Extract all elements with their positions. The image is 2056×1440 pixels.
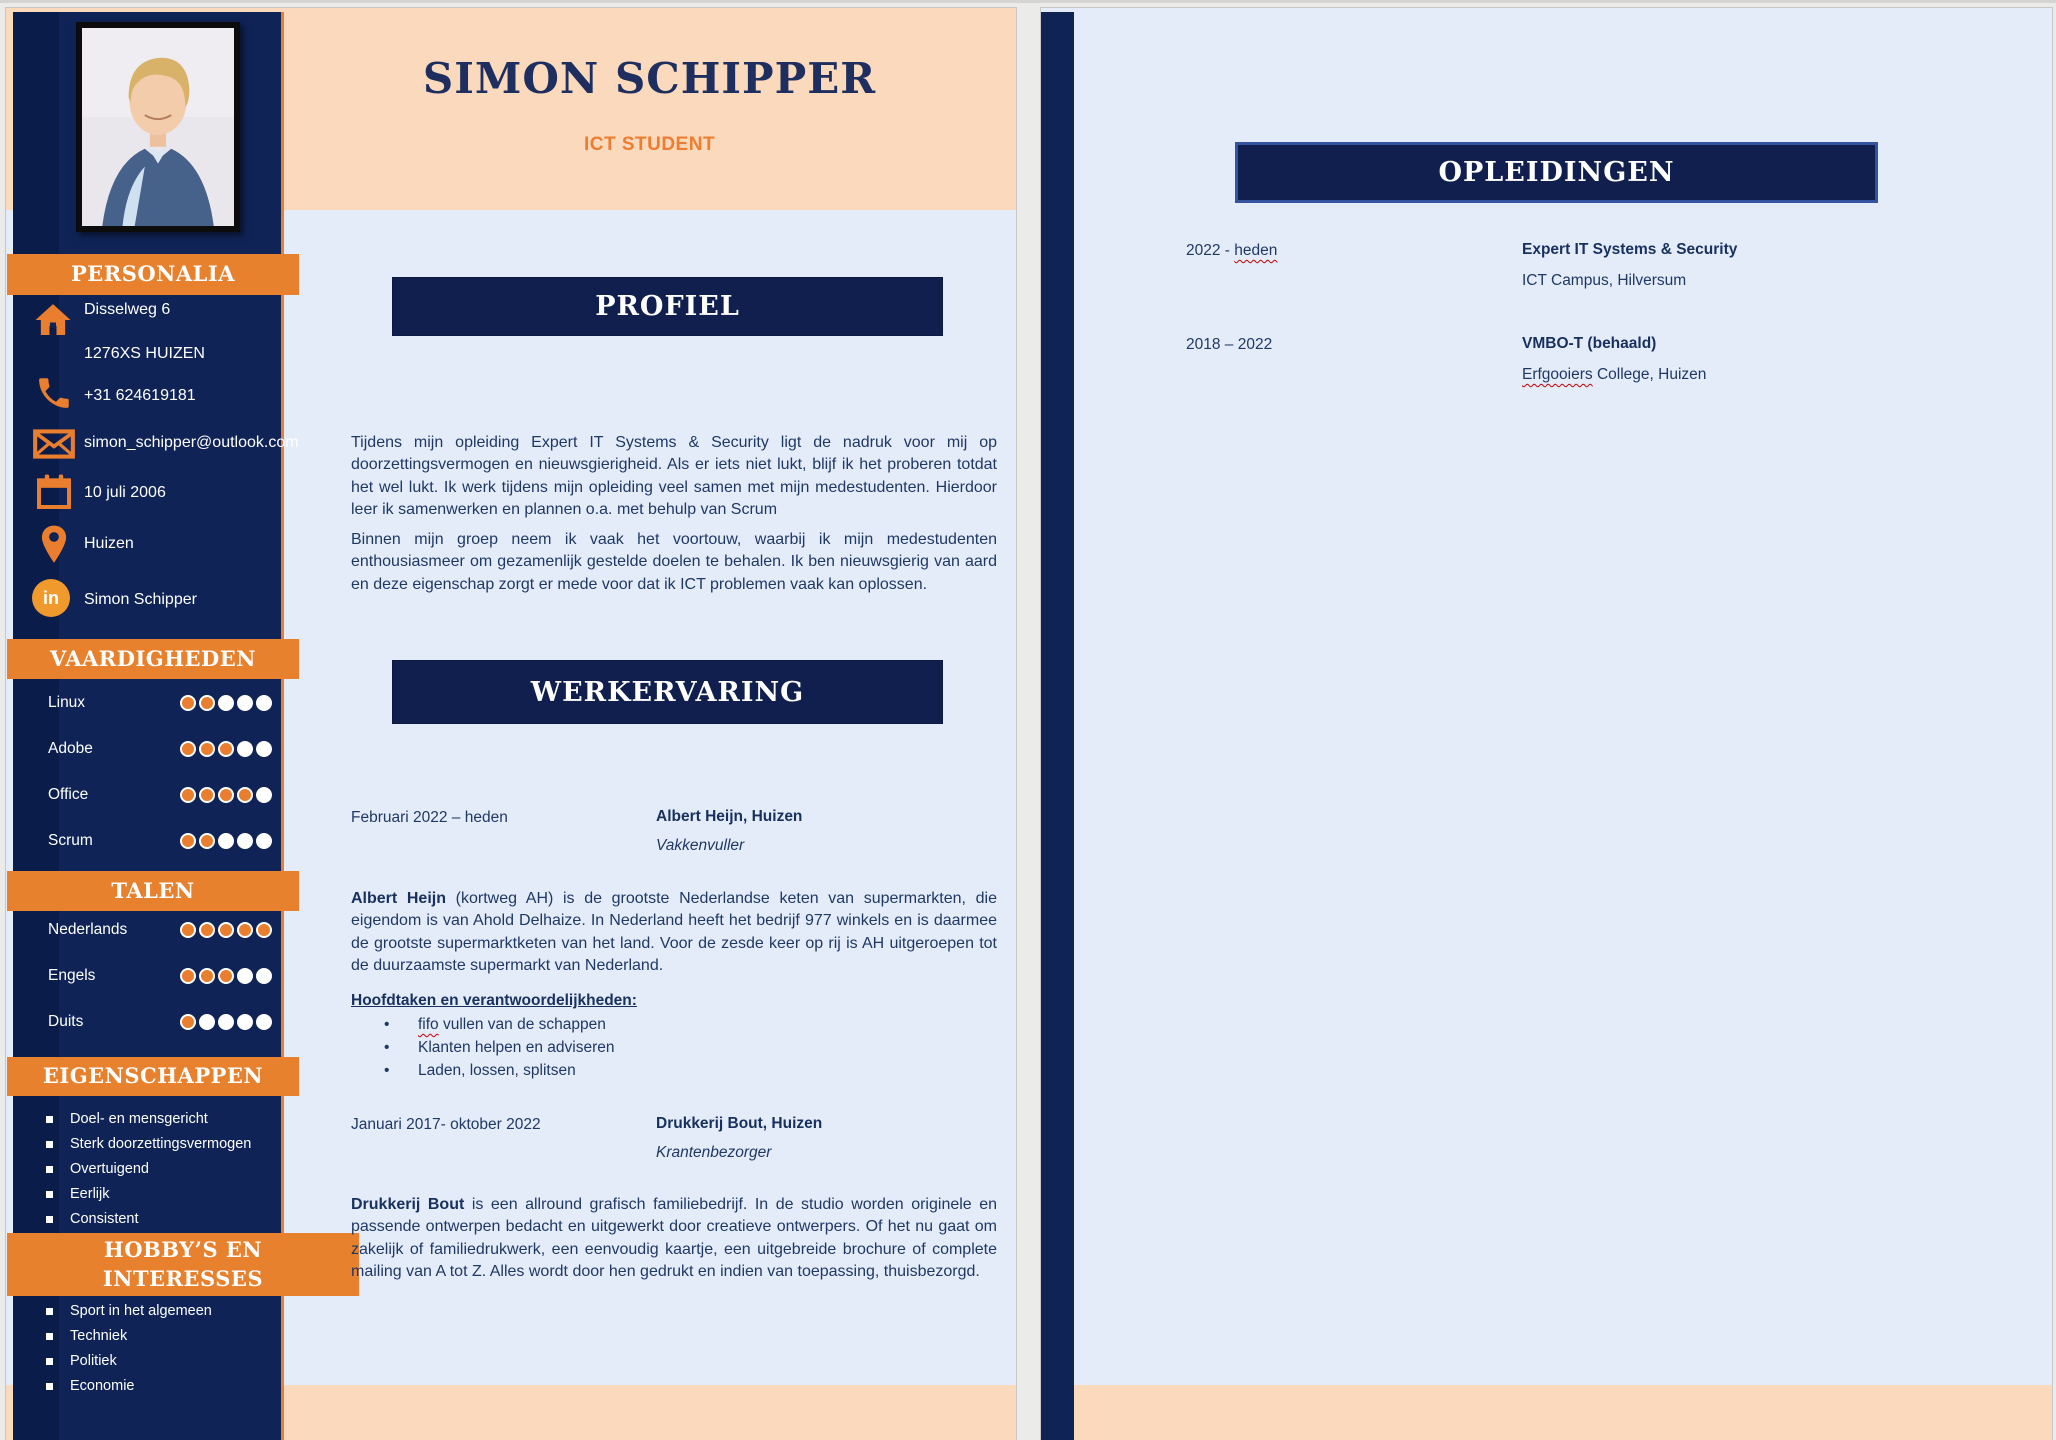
section-header-werkervaring: WERKERVARING	[392, 660, 943, 724]
sidebar-section-vaardigheden: VAARDIGHEDEN	[7, 639, 299, 679]
misspelled-word: fifo	[418, 1016, 439, 1033]
sidebar-section-hobbys: HOBBY’S EN INTERESSES	[7, 1233, 359, 1296]
phone-icon	[35, 374, 73, 412]
job1-tasks-title: Hoofdtaken en verantwoordelijkheden:	[351, 992, 637, 1009]
language-label: Duits	[48, 1013, 84, 1030]
skill-dots	[180, 833, 272, 849]
cv-page-1	[5, 7, 1017, 1440]
square-bullet-icon	[46, 1383, 53, 1390]
education1-school: ICT Campus, Hilversum	[1522, 272, 1687, 289]
skill-label: Linux	[48, 694, 86, 711]
sidebar-section-eigenschappen: EIGENSCHAPPEN	[7, 1057, 299, 1096]
skill-label: Office	[48, 786, 89, 803]
hobby-item: Politiek	[46, 1353, 117, 1369]
mail-icon	[32, 426, 76, 462]
contact-address-line2: 1276XS HUIZEN	[84, 345, 205, 362]
bullet-icon: •	[384, 1016, 390, 1033]
language-dots	[180, 968, 272, 984]
language-dots	[180, 922, 272, 938]
square-bullet-icon	[46, 1166, 53, 1173]
page-subtitle: ICT STUDENT	[583, 134, 716, 155]
contact-city: Huizen	[84, 535, 134, 552]
language-dots	[180, 1014, 272, 1030]
language-label: Engels	[48, 967, 96, 984]
square-bullet-icon	[46, 1191, 53, 1198]
hobby-item: Economie	[46, 1378, 134, 1394]
section-header-profiel: PROFIEL	[392, 277, 943, 336]
contact-phone: +31 624619181	[84, 387, 196, 404]
trait-item: Sterk doorzettingsvermogen	[46, 1136, 251, 1152]
square-bullet-icon	[46, 1333, 53, 1340]
language-label: Nederlands	[48, 921, 128, 938]
job1-period: Februari 2022 – heden	[351, 809, 508, 826]
square-bullet-icon	[46, 1116, 53, 1123]
section-header-opleidingen: OPLEIDINGEN	[1235, 142, 1878, 203]
page2-left-navy-bar	[1041, 12, 1074, 1440]
linkedin-icon: in	[32, 579, 70, 617]
profile-photo-image	[82, 28, 234, 226]
job1-description: Albert Heijn (kortweg AH) is de grootste Nederlandse keten van supermarkten, die eigendom is van Ahold Delhaize. In Nederland heeft het bedrijf 977 winkels en is daarmee de grootste supermarktketen van het land. Voor de zesde keer op rij is AH uitgeroepen tot de duurzaamste supermarkt van Nederland.	[351, 890, 997, 975]
sidebar	[13, 12, 284, 1440]
profile-paragraph-2: Binnen mijn groep neem ik vaak het voortouw, waarbij ik mijn medestudenten enthousiasmeer om gezamenlijk gestelde doelen te behalen. Ik ben nieuwsgierig van aard en deze eigenschap zorgt er mede voor dat ik ICT problemen vaak kan oplossen.	[351, 531, 997, 593]
skill-dots	[180, 695, 272, 711]
job1-role: Vakkenvuller	[656, 837, 745, 854]
hobby-item: Sport in het algemeen	[46, 1303, 212, 1319]
page-title: SIMON SCHIPPER	[422, 54, 877, 103]
education2-period: 2018 – 2022	[1186, 336, 1273, 353]
trait-item: Consistent	[46, 1211, 139, 1227]
job1-task: • fifo vullen van de schappen	[384, 1016, 606, 1033]
trait-item: Eerlijk	[46, 1186, 109, 1202]
skill-dots	[180, 787, 272, 803]
education2-name: VMBO-T (behaald)	[1522, 335, 1657, 352]
square-bullet-icon	[46, 1358, 53, 1365]
sidebar-section-talen: TALEN	[7, 871, 299, 911]
bullet-icon: •	[384, 1039, 390, 1056]
job2-company: Drukkerij Bout, Huizen	[656, 1115, 823, 1132]
skill-label: Scrum	[48, 832, 93, 849]
home-icon	[33, 300, 73, 340]
job2-period: Januari 2017- oktober 2022	[351, 1116, 541, 1133]
profile-photo	[76, 22, 240, 232]
contact-email: simon_schipper@outlook.com	[84, 434, 299, 451]
misspelled-word: Erfgooiers	[1522, 366, 1593, 383]
education1-name: Expert IT Systems & Security	[1522, 241, 1738, 258]
education1-period: 2022 - heden	[1186, 242, 1278, 259]
job2-description: Drukkerij Bout is een allround grafisch familiebedrijf. In de studio worden originele en passende ontwerpen bedacht en uitgewerkt door creatieve ontwerpers. Of het nu gaat om zakelijk of familiedrukwerk, een eenvoudig kaartje, een uitgebreide brochure of complete mailing van A tot Z. Alles wordt door hen gedrukt en indien van toepassing, thuisbezorgd.	[351, 1196, 997, 1281]
square-bullet-icon	[46, 1308, 53, 1315]
job1-task: • Klanten helpen en adviseren	[384, 1039, 615, 1056]
square-bullet-icon	[46, 1141, 53, 1148]
square-bullet-icon	[46, 1216, 53, 1223]
hobby-item: Techniek	[46, 1328, 127, 1344]
job1-task: • Laden, lossen, splitsen	[384, 1062, 576, 1079]
skill-label: Adobe	[48, 740, 93, 757]
calendar-icon	[34, 472, 74, 512]
sidebar-section-personalia: PERSONALIA	[7, 254, 299, 295]
contact-linkedin-name: Simon Schipper	[84, 591, 197, 608]
profile-paragraph-1: Tijdens mijn opleiding Expert IT Systems & Security ligt de nadruk voor mij op doorzettingsvermogen en nieuwsgierigheid. Als er iets niet lukt, blijf ik het proberen totdat het wel lukt. Ik werk tijdens mijn opleiding veel samen met mijn medestudenten. Hierdoor leer ik samenwerken en plannen o.a. met behulp van Scrum	[351, 434, 997, 519]
contact-birthdate: 10 juli 2006	[84, 484, 166, 501]
contact-address-line1: Disselweg 6	[84, 301, 171, 318]
page2-bottom-peach-band	[1041, 1385, 2052, 1440]
trait-item: Overtuigend	[46, 1161, 149, 1177]
misspelled-word: heden	[1234, 242, 1278, 259]
job2-role: Krantenbezorger	[656, 1144, 772, 1161]
cv-page-2	[1040, 7, 2053, 1440]
education2-school: Erfgooiers College, Huizen	[1522, 366, 1707, 383]
trait-item: Doel- en mensgericht	[46, 1111, 208, 1127]
job1-company: Albert Heijn, Huizen	[656, 808, 803, 825]
skill-dots	[180, 741, 272, 757]
location-pin-icon	[39, 524, 69, 566]
bullet-icon: •	[384, 1062, 390, 1079]
